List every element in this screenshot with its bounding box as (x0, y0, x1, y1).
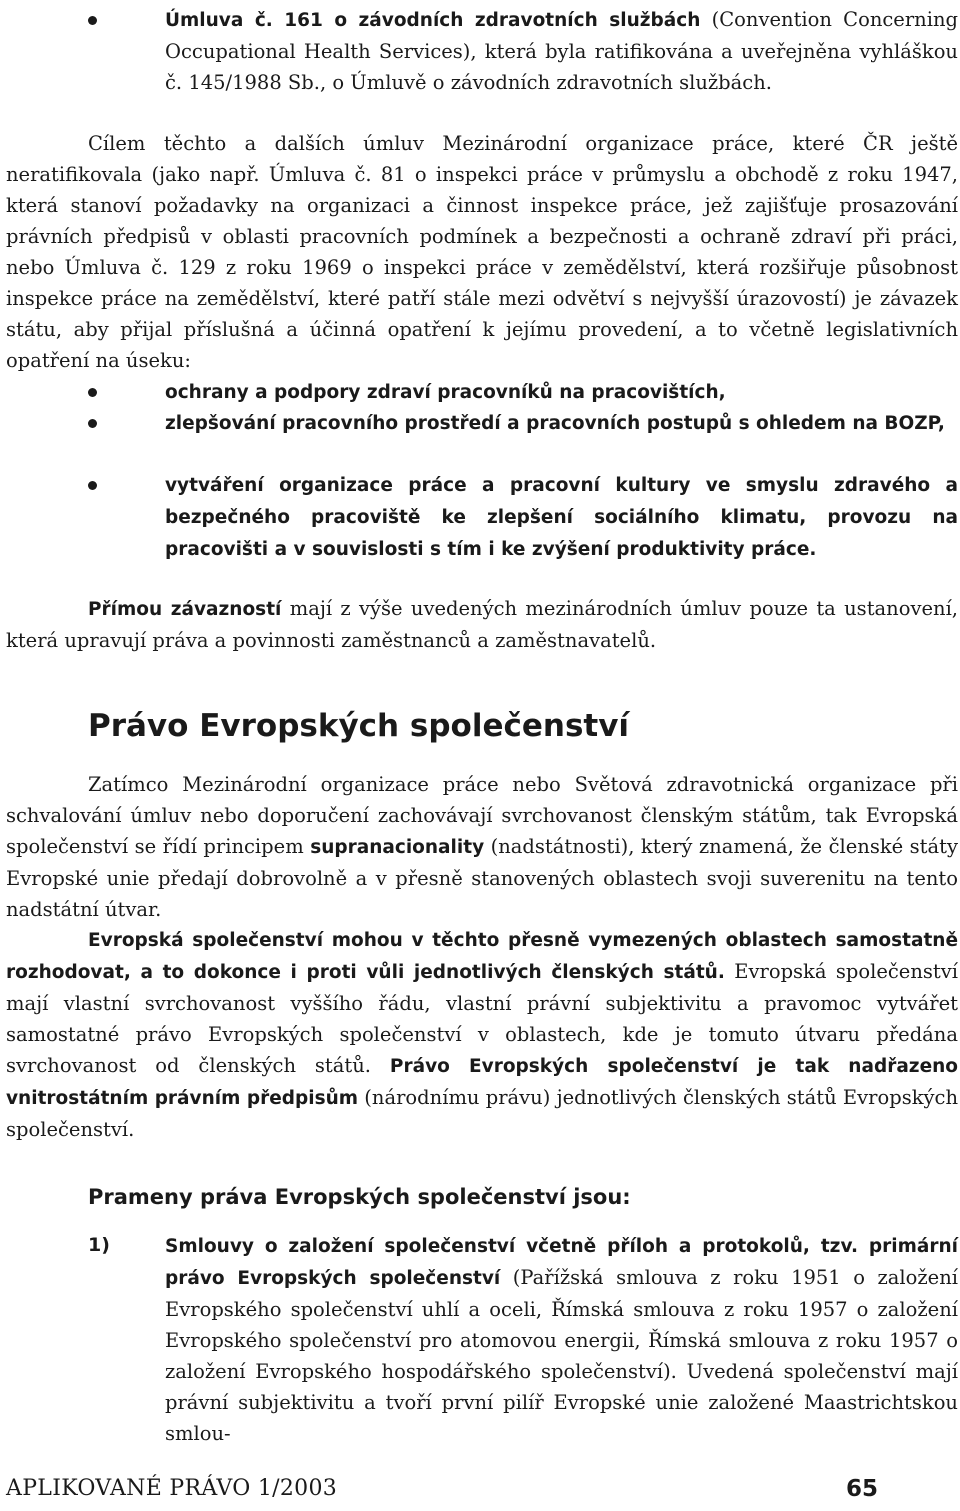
bullet-icon (88, 16, 97, 25)
bullet-icon (88, 419, 97, 428)
ec-paragraph-2: Evropská společenství mohou v těchto přesně vymezených oblastech samostatně rozhodovat, a to dokonce i proti vůli jednotlivých členských států. Evropská společenství mají vlastní svrchovanost vyššího řádu, vlastní právní subjektivitu a pravomoc vytvářet samostatné právo Evropských společenství v oblastech, kde je tomuto útvaru předána svrchovanost od členských států. Právo Evropských společenství je tak nadřazeno vnitrostátním právním předpisům (národnímu právu) jednotlivých členských států Evropských společenství. (6, 930, 959, 1141)
bullet-icon (88, 388, 97, 397)
binding-paragraph: Přímou závazností mají z výše uvedených mezinárodních úmluv pouze ta ustanovení, která upravují práva a povinnosti zaměstnanců a zaměstnavatelů. (6, 597, 959, 652)
journal-footer: APLIKOVANÉ PRÁVO 1/2003 (6, 1476, 338, 1501)
bullet-environment: zlepšování pracovního prostředí a pracovních postupů s ohledem na BOZP, (165, 413, 945, 434)
bullet-health: ochrany a podpory zdraví pracovníků na pracovištích, (165, 382, 726, 403)
ilo-paragraph: Cílem těchto a dalších úmluv Mezinárodní organizace práce, které ČR ještě neratifikovala (jako např. Úmluva č. 81 o inspekci práce v průmyslu a obchodě z roku 1947, která stanoví požadavky na organizaci a činnost inspekce práce, jež zajišťuje prosazování právních předpisů v oblasti pracovních podmínek a bezpečnosti a ochraně zdraví při práci, nebo Úmluva č. 129 z roku 1969 o inspekci práce v zemědělství, která rozšiřuje působnost inspekce práce na zemědělství, které patří stále mezi odvětví s nejvyšší úrazovostí) je závazek státu, aby přijal příslušná a účinná opatření k jejímu provedení, a to včetně legislativních opatření na úseku: (6, 132, 958, 372)
section-heading-ec: Právo Evropských společenství (88, 708, 630, 744)
item-number: 1) (88, 1234, 110, 1256)
convention-161-title: Úmluva č. 161 o závodních zdravotních službách (165, 10, 701, 31)
ec-paragraph-1: Zatímco Mezinárodní organizace práce nebo Světová zdravotnická organizace při schvalování úmluv nebo doporučení zachovávají svrchovanost členským státům, tak Evropská společenství se řídí principem supranacionality (nadstátnosti), který znamená, že členské státy Evropské unie předají dobrovolně a v přesně stanovených oblastech svoji suverenitu na tento nadstátní útvar. (6, 773, 958, 921)
bullet-culture: vytváření organizace práce a pracovní kultury ve smyslu zdravého a bezpečného pracoviště ke zlepšení sociálního klimatu, provozu na pracovišti a v souvislosti s tím i ke zvýšení produktivity práce. (165, 475, 958, 560)
source-item-1: Smlouvy o založení společenství včetně příloh a protokolů, tzv. primární právo Evropských společenství (Pařížská smlouva z roku 1951 o založení Evropského společenství uhlí a oceli, Římská smlouva z roku 1957 o založení Evropského společenství pro atomovou energii, Římská smlouva z roku 1957 o založení Evropského hospodářského společenství). Uvedená společenství mají právní subjektivitu a tvoří první pilíř Evropské unie založené Maastrichtskou smlou- (165, 1236, 958, 1445)
convention-161-text: (Convention Concerning Occupational Health Services), která byla ratifikována a uveřejněna vyhláškou č. 145/1988 Sb., o Úmluvě o závodních zdravotních službách. (165, 8, 958, 94)
bullet-icon (88, 481, 97, 490)
sources-heading: Prameny práva Evropských společenství jsou: (88, 1185, 631, 1209)
page-number: 65 (845, 1476, 878, 1502)
convention-161-item (165, 4, 958, 98)
